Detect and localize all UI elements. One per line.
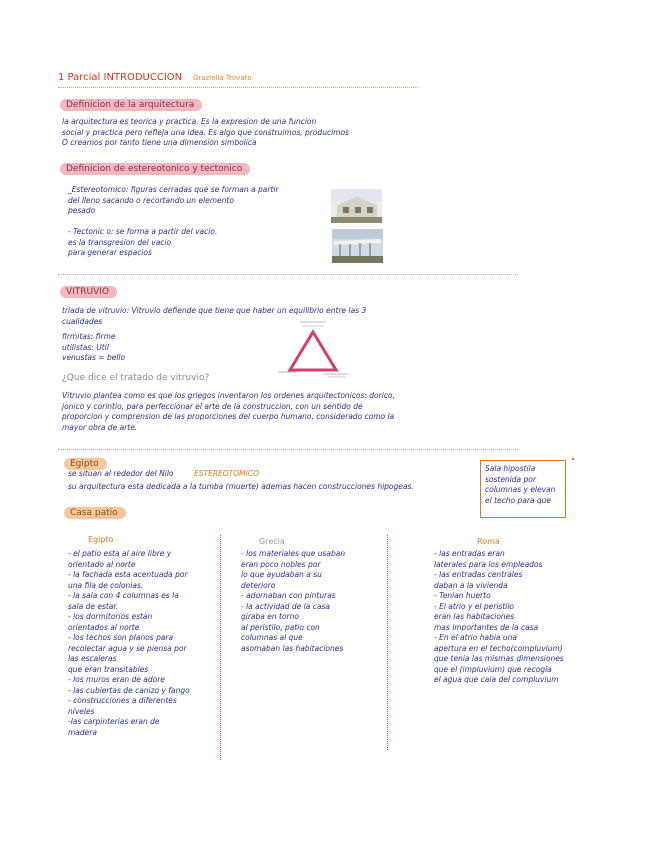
open-pavilion-photo xyxy=(332,229,383,263)
vitruvio-list: firmitas: firme utilistas: Util venustas = bello xyxy=(62,332,126,362)
page-title: 1 Parcial INTRODUCCION xyxy=(58,72,183,83)
column-divider xyxy=(220,535,221,760)
vitruvio-intro: triada de vitruvio: Vitruvio defiende que tiene que haber un equilibrio entre las 3 cualidades xyxy=(62,306,367,326)
vitruvio-question: ¿Que dice el tratado de vitruvio? xyxy=(62,373,210,383)
egipto-line-1: se situan al rededor del Nilo xyxy=(68,469,174,478)
vitruvio-answer: Vitruvio plantea como es que los griegos inventaron los ordenes arquitectonicos: dorico, jonico y corintio, para perfeccionar el arte de la construccion, con un sentido de proporcion y comprension de las proporciones del cuerpo humano, considerado como la mayor obra de arte. xyxy=(62,391,395,432)
section-label-estereotomico: Definicion de estereotonico y tectonico xyxy=(60,163,250,175)
section-label-definicion: Definicion de la arquitectura xyxy=(60,99,202,111)
solid-building-photo xyxy=(331,189,382,223)
column-title-roma: Roma xyxy=(477,537,500,546)
column-text-grecia: - los materiales que usaban eran poco nobles por lo que ayudaban a su deterioro - adornaban con pinturas - la actividad de la casa giraba en torno al peristilo, patio con columnas al que asomaban las habitaciones xyxy=(241,549,346,653)
egipto-line-2: su arquitectura esta dedicada a la tumba (muerte) ademas hacen construcciones hipogeas. xyxy=(68,482,414,491)
column-title-egipto: Egipto xyxy=(88,535,114,544)
estereotomico-text: _Estereotomico: figuras cerradas que se forman a partir del lleno sacando o recortando un elemento pesado xyxy=(68,185,279,215)
column-text-egipto: - el patio esta al aire libre y orientado al norte - la fachada esta acentuada por una fila de colonias. - la sala con 4 columnas es la sala de estar. - los dormitorios estan orientados al norte - los techos son planos para recolectar agua y se piensa por las escaleras que eran transitables - los muros eran de adore - las cubiertas de canizo y fango - construcciones a diferentes niveles -las carpinterias eran de madera xyxy=(68,549,190,737)
divider xyxy=(58,274,518,275)
title-underline xyxy=(58,87,418,88)
section-label-vitruvio: VITRUVIO xyxy=(60,286,117,298)
note-marker xyxy=(572,458,574,460)
sala-hipostila-note: Sala hipostila sostenida por columnas y elevan el techo para que xyxy=(480,460,566,518)
section-label-egipto: Egipto xyxy=(64,458,107,470)
vitruvian-triad-diagram xyxy=(278,317,348,379)
definicion-text: la arquitectura es teorica y practica. Es la expresion de una funcion social y practica pero refleja una idea. Es algo que construimos, producimos O creamos por tanto tiene una dimension simbolica xyxy=(62,117,349,147)
author-name: Graziella Trovato xyxy=(193,74,252,82)
section-label-casa-patio: Casa patio xyxy=(64,507,126,519)
estereotomico-tag: ESTEREOTOMICO xyxy=(194,469,259,478)
tectonico-text: - Tectonic o: se forma a partir del vacio. es la transgresion del vacio para generar espacios xyxy=(68,227,218,257)
column-divider xyxy=(387,535,388,750)
column-text-roma: - las entradas eran laterales para los empleados - las entradas centrales daban a la vivienda - Tenian huerto - El atrio y el peristilo eran las habitaciones mas importantes de la casa - En el atrio habia una apertura en el techo(compluvium) que tenia las mismas dimensiones que el (impluvium) que recogia el agua que caia del compluvium xyxy=(434,549,564,684)
column-title-grecia: Grecia xyxy=(259,537,285,546)
divider xyxy=(58,449,518,450)
